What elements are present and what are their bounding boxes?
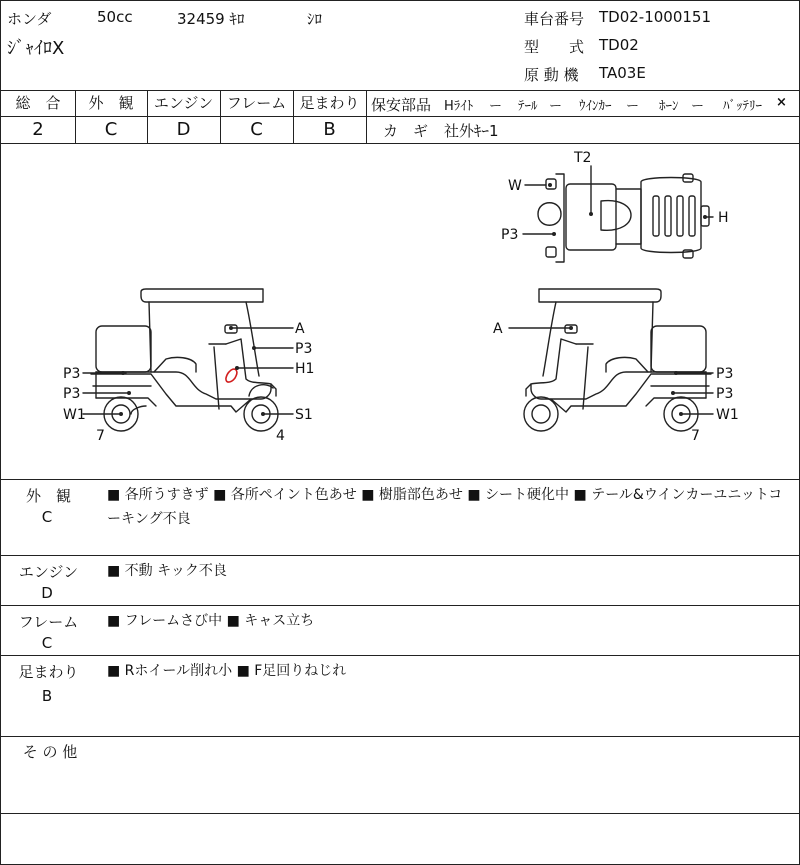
grade-value-suspension: B xyxy=(323,119,336,140)
key-label: カ ギ xyxy=(383,122,429,140)
label-right-a: A xyxy=(493,321,503,337)
note-suspension-grade: B xyxy=(41,687,53,705)
label-right-p3a: P3 xyxy=(716,366,734,382)
note-frame-title: フレーム xyxy=(18,613,79,631)
label-left-front-wheel: 4 xyxy=(276,428,285,444)
note-engine-title: エンジン xyxy=(18,563,79,581)
note-exterior-text: ■ 各所うすきず ■ 各所ペイント色あせ ■ 樹脂部色あせ ■ シート硬化中 ■ テール&ウインカーユニットコーキング不良 xyxy=(107,487,783,527)
frame-no: TD02-1000151 xyxy=(599,8,712,26)
note-frame-grade: C xyxy=(41,634,53,652)
left-side-view xyxy=(83,289,293,431)
label-left-p3c: P3 xyxy=(63,366,81,382)
divider xyxy=(1,813,800,814)
label-top-h: H xyxy=(718,210,729,226)
label-right-rear-wheel: 7 xyxy=(691,428,700,444)
safety-winker: ｳｲﾝｶｰ xyxy=(579,99,612,114)
vehicle-diagram xyxy=(1,144,800,479)
mileage: 32459 ｷﾛ xyxy=(177,10,245,28)
grade-label-suspension: 足まわり xyxy=(299,94,360,112)
label-left-h1: H1 xyxy=(295,361,315,377)
model-code: TD02 xyxy=(599,36,639,54)
label-right-p3b: P3 xyxy=(716,386,734,402)
body-color: ｼﾛ xyxy=(307,10,323,28)
note-engine-text: ■ 不動 キック不良 xyxy=(107,563,227,579)
safety-headlight: Hﾗｲﾄ xyxy=(444,99,474,114)
key-value: 社外ｷｰ1 xyxy=(444,122,499,140)
divider xyxy=(1,605,800,606)
divider xyxy=(1,655,800,656)
label-right-w1: W1 xyxy=(716,407,739,423)
divider xyxy=(366,116,800,117)
safety-battery: ﾊﾞｯﾃﾘｰ xyxy=(723,99,762,114)
label-left-rear-wheel: 7 xyxy=(96,428,105,444)
safety-tail-mark: ー xyxy=(549,99,563,114)
label-left-p3a: P3 xyxy=(295,341,313,357)
safety-label: 保安部品 xyxy=(371,96,432,114)
safety-winker-mark: ー xyxy=(626,99,640,114)
model-code-label: 型 式 xyxy=(524,38,585,56)
divider xyxy=(1,479,800,480)
grade-value-engine: D xyxy=(176,119,191,140)
safety-tail: ﾃｰﾙ xyxy=(518,99,538,114)
grade-value-exterior: C xyxy=(104,119,118,140)
grade-label-exterior: 外 観 xyxy=(88,94,134,112)
top-view xyxy=(523,166,713,262)
divider xyxy=(366,90,367,143)
displacement: 50cc xyxy=(97,8,133,26)
label-left-p3d: P3 xyxy=(63,386,81,402)
right-side-view xyxy=(509,289,713,431)
note-engine-grade: D xyxy=(41,584,53,602)
safety-horn: ﾎｰﾝ xyxy=(659,99,679,114)
note-exterior-title: 外 観 xyxy=(25,487,71,505)
safety-battery-mark: × xyxy=(776,95,787,110)
label-left-w1: W1 xyxy=(63,407,86,423)
frame-no-label: 車台番号 xyxy=(524,10,585,28)
label-t2: T2 xyxy=(574,150,592,166)
grade-label-overall: 総 合 xyxy=(15,94,61,112)
grade-label-frame: フレーム xyxy=(226,94,287,112)
note-exterior-grade: C xyxy=(41,508,53,526)
label-top-p3: P3 xyxy=(501,227,519,243)
divider xyxy=(1,555,800,556)
note-suspension-title: 足まわり xyxy=(18,663,79,681)
note-other-title: そ の 他 xyxy=(22,743,78,761)
damage-mark xyxy=(226,369,237,382)
grade-value-frame: C xyxy=(250,119,263,140)
safety-horn-mark: ー xyxy=(691,99,705,114)
note-suspension-text: ■ Rホイール削れ小 ■ F足回りねじれ xyxy=(107,663,347,679)
engine-label: 原 動 機 xyxy=(524,66,579,84)
label-top-w: W xyxy=(508,178,522,194)
safety-headlight-mark: ー xyxy=(489,99,503,114)
note-frame-text: ■ フレームさび中 ■ キャス立ち xyxy=(107,613,315,629)
model-name: ｼﾞｬｲﾛX xyxy=(7,38,65,59)
label-left-s1: S1 xyxy=(295,407,313,423)
grade-label-engine: エンジン xyxy=(153,94,214,112)
maker: ホンダ xyxy=(7,10,52,28)
label-left-a: A xyxy=(295,321,305,337)
grade-value-overall: 2 xyxy=(32,119,44,140)
divider xyxy=(1,736,800,737)
engine-code: TA03E xyxy=(599,64,646,82)
